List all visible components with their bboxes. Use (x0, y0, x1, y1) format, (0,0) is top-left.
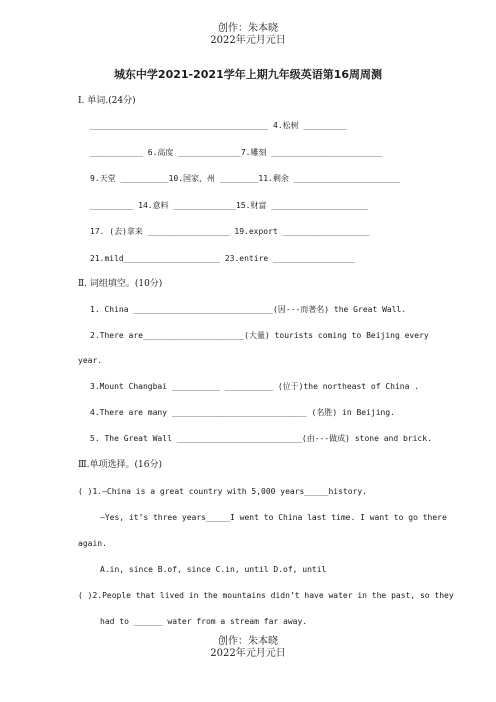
phrase-question-2-cont: year. (78, 356, 103, 365)
phrase-question-3: 3.Mount Changbai __________ __________ (位于)the northeast of China . (90, 382, 420, 391)
mc-question-1: ( )1.—China is a great country with 5,000 years_____history. (78, 487, 367, 496)
vocab-row-3: 9.天堂 __________10.国家，州 ________11.剩余 ______________________ (90, 174, 400, 183)
vocab-row-1: _____________________________________ 4.松树 _________ (90, 121, 347, 130)
mc-question-2: ( )2.People that lived in the mountains didn’t have water in the past, so they (78, 591, 454, 600)
mc-question-2-line-2: had to ______ water from a stream far away. (100, 617, 308, 626)
phrase-question-4: 4.There are many ____________________________ (名胜) in Beijing. (90, 408, 395, 417)
phrase-question-5: 5. The Great Wall __________________________(由---做成) stone and brick. (90, 434, 432, 443)
page-title: 城东中学2021-2021学年上期九年级英语第16周周测 (113, 68, 383, 81)
section-1-heading: Ⅰ. 单词.(24分) (78, 96, 136, 106)
vocab-row-6: 21.mild____________________ 23.entire _________________ (90, 254, 355, 263)
vocab-row-4: _________ 14.意料 _____________15.财富 ____________________ (90, 201, 368, 210)
section-2-heading: Ⅱ. 词组填空。(10分) (78, 279, 163, 289)
header-date: 2022年元月元日 (210, 35, 286, 46)
phrase-question-2: 2.There are_____________________(大量) tourists coming to Beijing every (90, 331, 429, 340)
mc-question-1-line-2: —Yes, it’s three years_____I went to China last time. I want to go there (100, 513, 447, 522)
phrase-question-1: 1. China _____________________________(因---而著名) the Great Wall. (90, 305, 407, 314)
footer-author: 创作：朱本晓 (218, 636, 278, 647)
section-3-heading: Ⅲ.单项选择。(16分) (78, 460, 163, 470)
vocab-row-2: ___________ 6.高度 _____________7.雕刻 _______________________ (90, 148, 383, 157)
mc-question-1-line-3: again. (78, 539, 107, 548)
mc-question-1-options: A.in, since B.of, since C.in, until D.of, until (100, 565, 327, 574)
footer-date: 2022年元月元日 (210, 648, 286, 659)
header-author: 创作：朱本晓 (218, 23, 278, 34)
vocab-row-5: 17. (去)拿来 _________________ 19.export __________________ (90, 227, 370, 236)
